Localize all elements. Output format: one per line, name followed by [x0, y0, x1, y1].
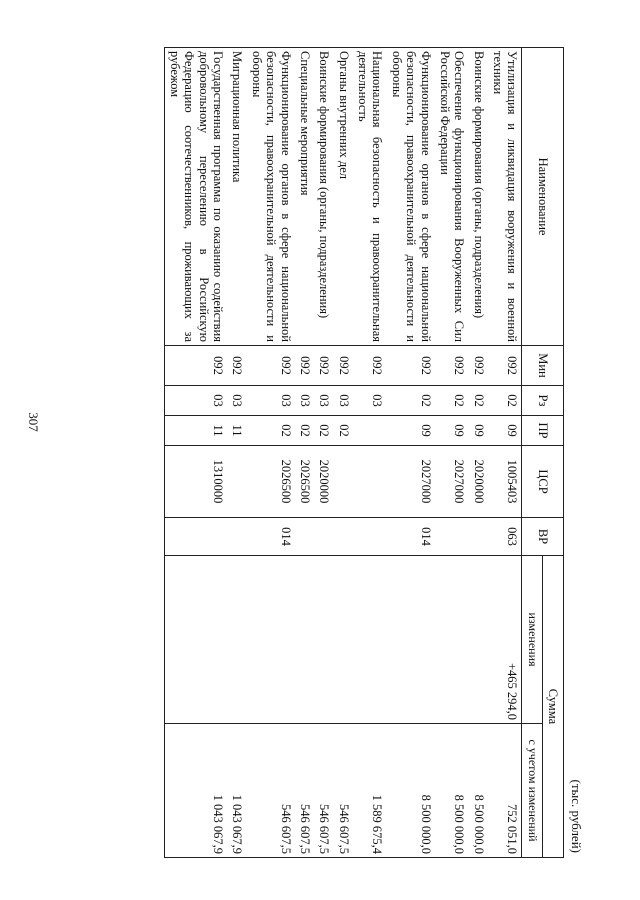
row-total: 546 607,5	[333, 724, 352, 858]
row-csr	[227, 446, 246, 518]
row-rz: 03	[227, 386, 246, 416]
row-name: Функционирование органов в сфере национальной безопасности, правоохранительной деятельности и обороны	[386, 48, 434, 346]
row-vr: 063	[488, 518, 522, 556]
table-row	[353, 48, 387, 858]
row-name: Государственная программа по оказанию содействия добровольному переселению в Российскую Федерацию соотечественников, проживающих за рубежом	[164, 48, 227, 346]
row-total: 8 500 000,0	[386, 724, 434, 858]
row-total: 1 043 067,9	[227, 724, 246, 858]
row-total: 1 043 067,9	[164, 724, 227, 858]
row-min: 092	[246, 346, 294, 386]
row-pr: 09	[386, 416, 434, 446]
row-changes	[386, 556, 434, 724]
row-pr: 09	[435, 416, 469, 446]
row-changes	[246, 556, 294, 724]
row-pr: 09	[488, 416, 522, 446]
row-vr	[435, 518, 469, 556]
table-body	[164, 48, 522, 858]
row-name: Миграционная политика	[227, 48, 246, 346]
row-rz: 02	[435, 386, 469, 416]
row-csr	[353, 446, 387, 518]
row-vr	[164, 518, 227, 556]
page-number: 307	[26, 412, 41, 432]
row-name: Специальные мероприятия	[295, 48, 314, 346]
row-min: 092	[435, 346, 469, 386]
row-vr	[314, 518, 333, 556]
table-row	[333, 48, 352, 858]
header-vr: ВР	[522, 518, 564, 556]
row-total: 546 607,5	[295, 724, 314, 858]
row-changes	[468, 556, 487, 724]
row-total: 8 500 000,0	[468, 724, 487, 858]
row-csr	[333, 446, 352, 518]
row-pr: 11	[164, 416, 227, 446]
row-vr	[468, 518, 487, 556]
row-total: 1 589 675,4	[353, 724, 387, 858]
row-total: 8 500 000,0	[435, 724, 469, 858]
row-rz: 03	[333, 386, 352, 416]
row-changes	[435, 556, 469, 724]
row-name: Органы внутренних дел	[333, 48, 352, 346]
row-csr: 2026500	[295, 446, 314, 518]
row-vr	[295, 518, 314, 556]
row-rz: 03	[353, 386, 387, 416]
row-rz: 02	[468, 386, 487, 416]
row-min: 092	[314, 346, 333, 386]
row-min: 092	[386, 346, 434, 386]
row-min: 092	[295, 346, 314, 386]
row-vr	[333, 518, 352, 556]
header-with-changes: с учетом изменений	[522, 724, 542, 858]
row-name: Функционирование органов в сфере национальной безопасности, правоохранительной деятельности и обороны	[246, 48, 294, 346]
row-rz: 03	[295, 386, 314, 416]
rotated-page-content	[84, 47, 584, 857]
row-pr: 02	[314, 416, 333, 446]
row-changes	[164, 556, 227, 724]
row-csr: 2026500	[246, 446, 294, 518]
header-pr: ПР	[522, 416, 564, 446]
row-rz: 02	[488, 386, 522, 416]
row-min: 092	[488, 346, 522, 386]
row-csr: 2020000	[468, 446, 487, 518]
row-name: Национальная безопасность и правоохранительная деятельность	[353, 48, 387, 346]
header-min: Мин	[522, 346, 564, 386]
row-min: 092	[353, 346, 387, 386]
row-min: 092	[227, 346, 246, 386]
header-changes: изменения	[522, 556, 542, 724]
table-row	[488, 48, 522, 858]
row-rz: 03	[314, 386, 333, 416]
budget-table	[164, 47, 564, 858]
table-row	[386, 48, 434, 858]
row-csr: 2027000	[386, 446, 434, 518]
row-total: 546 607,5	[246, 724, 294, 858]
row-vr: 014	[246, 518, 294, 556]
header-name: Наименование	[522, 48, 564, 346]
row-csr: 1310000	[164, 446, 227, 518]
row-vr	[353, 518, 387, 556]
table-row	[435, 48, 469, 858]
table-row	[227, 48, 246, 858]
row-total: 546 607,5	[314, 724, 333, 858]
row-rz: 02	[386, 386, 434, 416]
row-pr: 09	[468, 416, 487, 446]
row-total: 752 051,0	[488, 724, 522, 858]
row-pr: 11	[227, 416, 246, 446]
row-rz: 03	[164, 386, 227, 416]
table-row	[164, 48, 227, 858]
row-pr: 02	[246, 416, 294, 446]
row-min: 092	[333, 346, 352, 386]
row-name: Обеспечение функционирования Вооруженных Сил Российской Федерации	[435, 48, 469, 346]
row-csr: 1005403	[488, 446, 522, 518]
table-row	[468, 48, 487, 858]
row-changes: +465 294,0	[488, 556, 522, 724]
row-pr: 02	[333, 416, 352, 446]
row-pr	[353, 416, 387, 446]
row-changes	[314, 556, 333, 724]
row-vr: 014	[386, 518, 434, 556]
row-name: Воинские формирования (органы, подразделения)	[468, 48, 487, 346]
header-rz: Рз	[522, 386, 564, 416]
table-row	[314, 48, 333, 858]
row-name: Утилизация и ликвидация вооружения и военной техники	[488, 48, 522, 346]
table-row	[295, 48, 314, 858]
row-csr: 2027000	[435, 446, 469, 518]
table-header	[522, 48, 564, 858]
row-min: 092	[468, 346, 487, 386]
row-pr: 02	[295, 416, 314, 446]
row-rz: 03	[246, 386, 294, 416]
units-label: (тыс. рублей)	[569, 779, 584, 853]
row-changes	[295, 556, 314, 724]
row-name: Воинские формирования (органы, подразделения)	[314, 48, 333, 346]
row-min: 092	[164, 346, 227, 386]
table-row	[246, 48, 294, 858]
row-vr	[227, 518, 246, 556]
row-changes	[333, 556, 352, 724]
header-sum: Сумма	[542, 556, 563, 858]
row-csr: 2020000	[314, 446, 333, 518]
row-changes	[353, 556, 387, 724]
row-changes	[227, 556, 246, 724]
header-csr: ЦСР	[522, 446, 564, 518]
